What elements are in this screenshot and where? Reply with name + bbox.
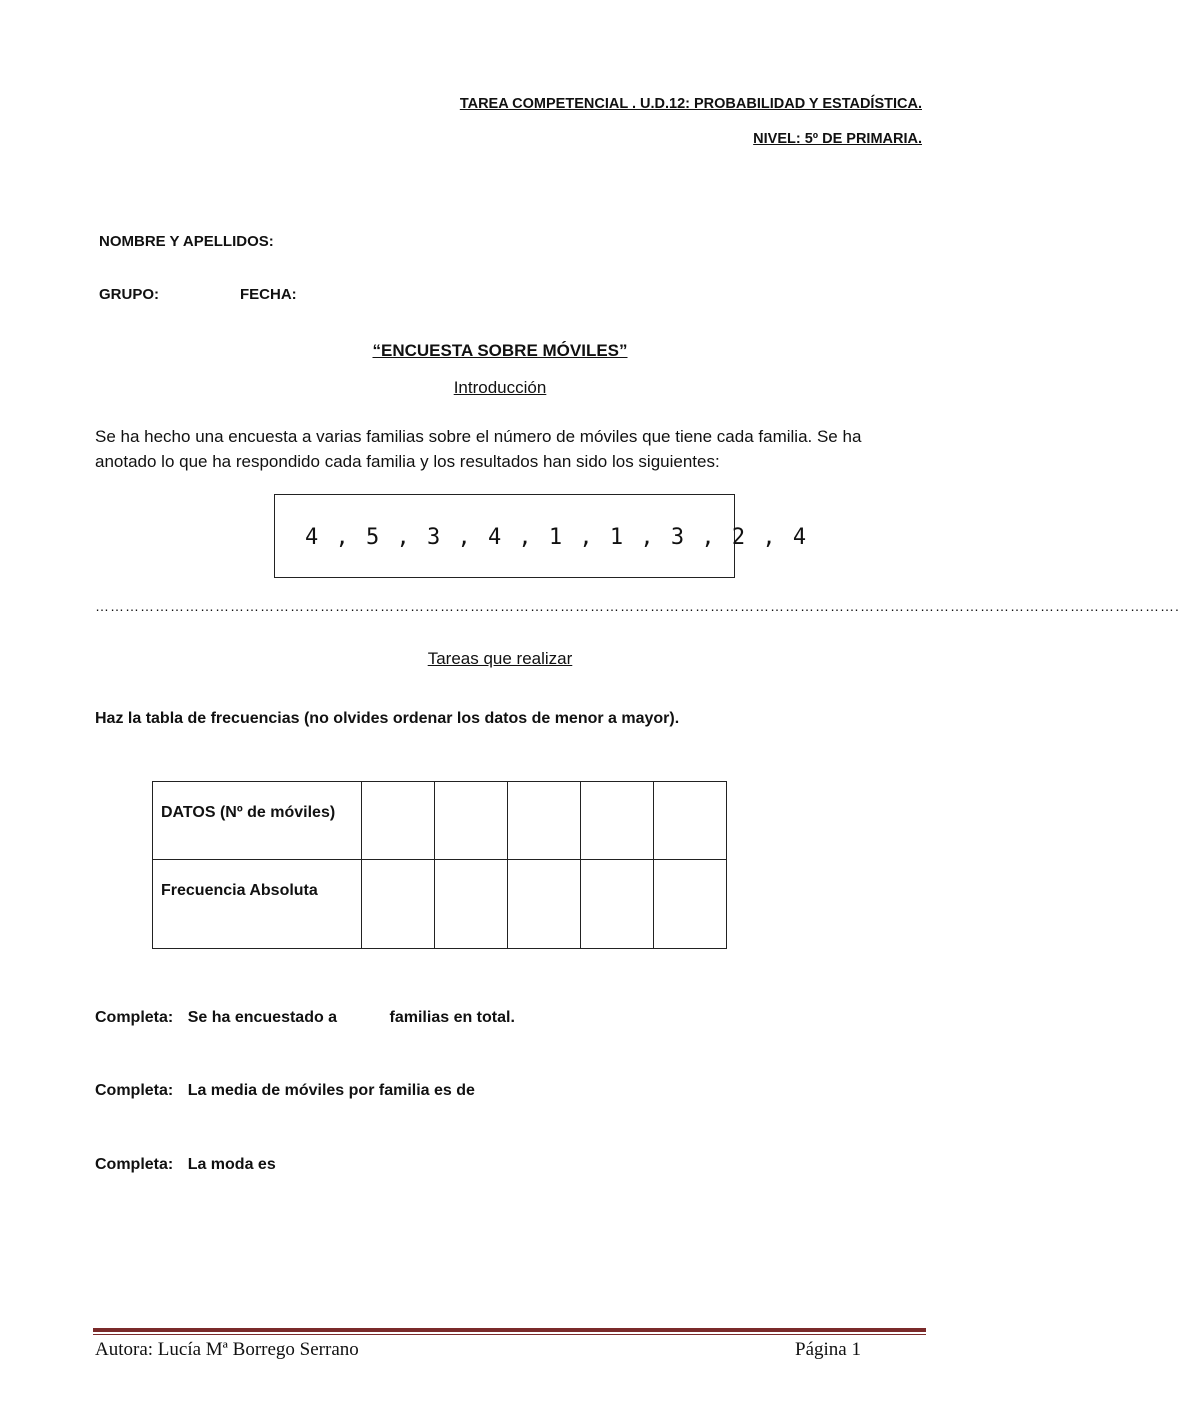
table-cell-data-label bbox=[153, 782, 362, 860]
footer-page-number: Página 1 bbox=[795, 1339, 861, 1360]
intro-heading: Introducción bbox=[453, 378, 547, 397]
table-cell-blank[interactable] bbox=[435, 860, 508, 949]
data-values: 4 , 5 , 3 , 4 , 1 , 1 , 3 , 2 , 4 bbox=[305, 525, 809, 550]
group-label: GRUPO: bbox=[99, 286, 159, 303]
header-level: NIVEL: 5º DE PRIMARIA. bbox=[753, 131, 922, 147]
table-cell-blank[interactable] bbox=[435, 782, 508, 860]
frequency-label: Frecuencia Absoluta bbox=[161, 882, 318, 899]
tasks-instruction: Haz la tabla de frecuencias (no olvides ordenar los datos de menor a mayor). bbox=[95, 710, 680, 727]
table-cell-blank[interactable] bbox=[508, 860, 581, 949]
table-cell-blank[interactable] bbox=[581, 782, 654, 860]
table-cell-blank[interactable] bbox=[362, 860, 435, 949]
complete-text: La moda es bbox=[187, 1156, 276, 1173]
table-cell-blank[interactable] bbox=[362, 782, 435, 860]
table-row bbox=[153, 782, 727, 860]
complete-prefix: Completa: bbox=[95, 1009, 174, 1026]
footer-rule-thin bbox=[93, 1334, 926, 1335]
header-task-title: TAREA COMPETENCIAL . U.D.12: PROBABILIDAD Y ESTADÍSTICA. bbox=[459, 96, 922, 112]
complete-prefix: Completa: bbox=[95, 1082, 174, 1099]
document-title: “ENCUESTA SOBRE MÓVILES” bbox=[372, 341, 628, 360]
table-row bbox=[153, 860, 727, 949]
complete-mode-line bbox=[95, 1156, 276, 1174]
footer-author: Autora: Lucía Mª Borrego Serrano bbox=[95, 1339, 359, 1360]
frequency-table bbox=[152, 781, 727, 949]
table-cell-blank[interactable] bbox=[654, 782, 727, 860]
table-cell-frequency-label bbox=[153, 860, 362, 949]
tasks-heading: Tareas que realizar bbox=[427, 649, 573, 668]
complete-families-line bbox=[95, 1009, 515, 1027]
table-cell-blank[interactable] bbox=[654, 860, 727, 949]
complete-prefix: Completa: bbox=[95, 1156, 174, 1173]
complete-text: Se ha encuestado a bbox=[187, 1009, 338, 1026]
complete-suffix: familias en total. bbox=[389, 1009, 515, 1026]
data-label: DATOS (Nº de móviles) bbox=[161, 804, 336, 821]
table-cell-blank[interactable] bbox=[508, 782, 581, 860]
intro-text: Se ha hecho una encuesta a varias familias sobre el número de móviles que tiene cada familia. Se ha anotado lo que ha respondido cada familia y los resultados han sido los siguientes: bbox=[95, 427, 862, 471]
complete-text: La media de móviles por familia es de bbox=[187, 1082, 475, 1099]
name-label: NOMBRE Y APELLIDOS: bbox=[99, 233, 274, 250]
complete-mean-line bbox=[95, 1082, 475, 1100]
date-label: FECHA: bbox=[240, 286, 297, 303]
footer-rule bbox=[93, 1328, 926, 1332]
data-box bbox=[274, 494, 809, 578]
table-cell-blank[interactable] bbox=[581, 860, 654, 949]
separator-dots: ………………………………………………………………………………………………………………………………………………………………………………………………. bbox=[95, 598, 1180, 614]
